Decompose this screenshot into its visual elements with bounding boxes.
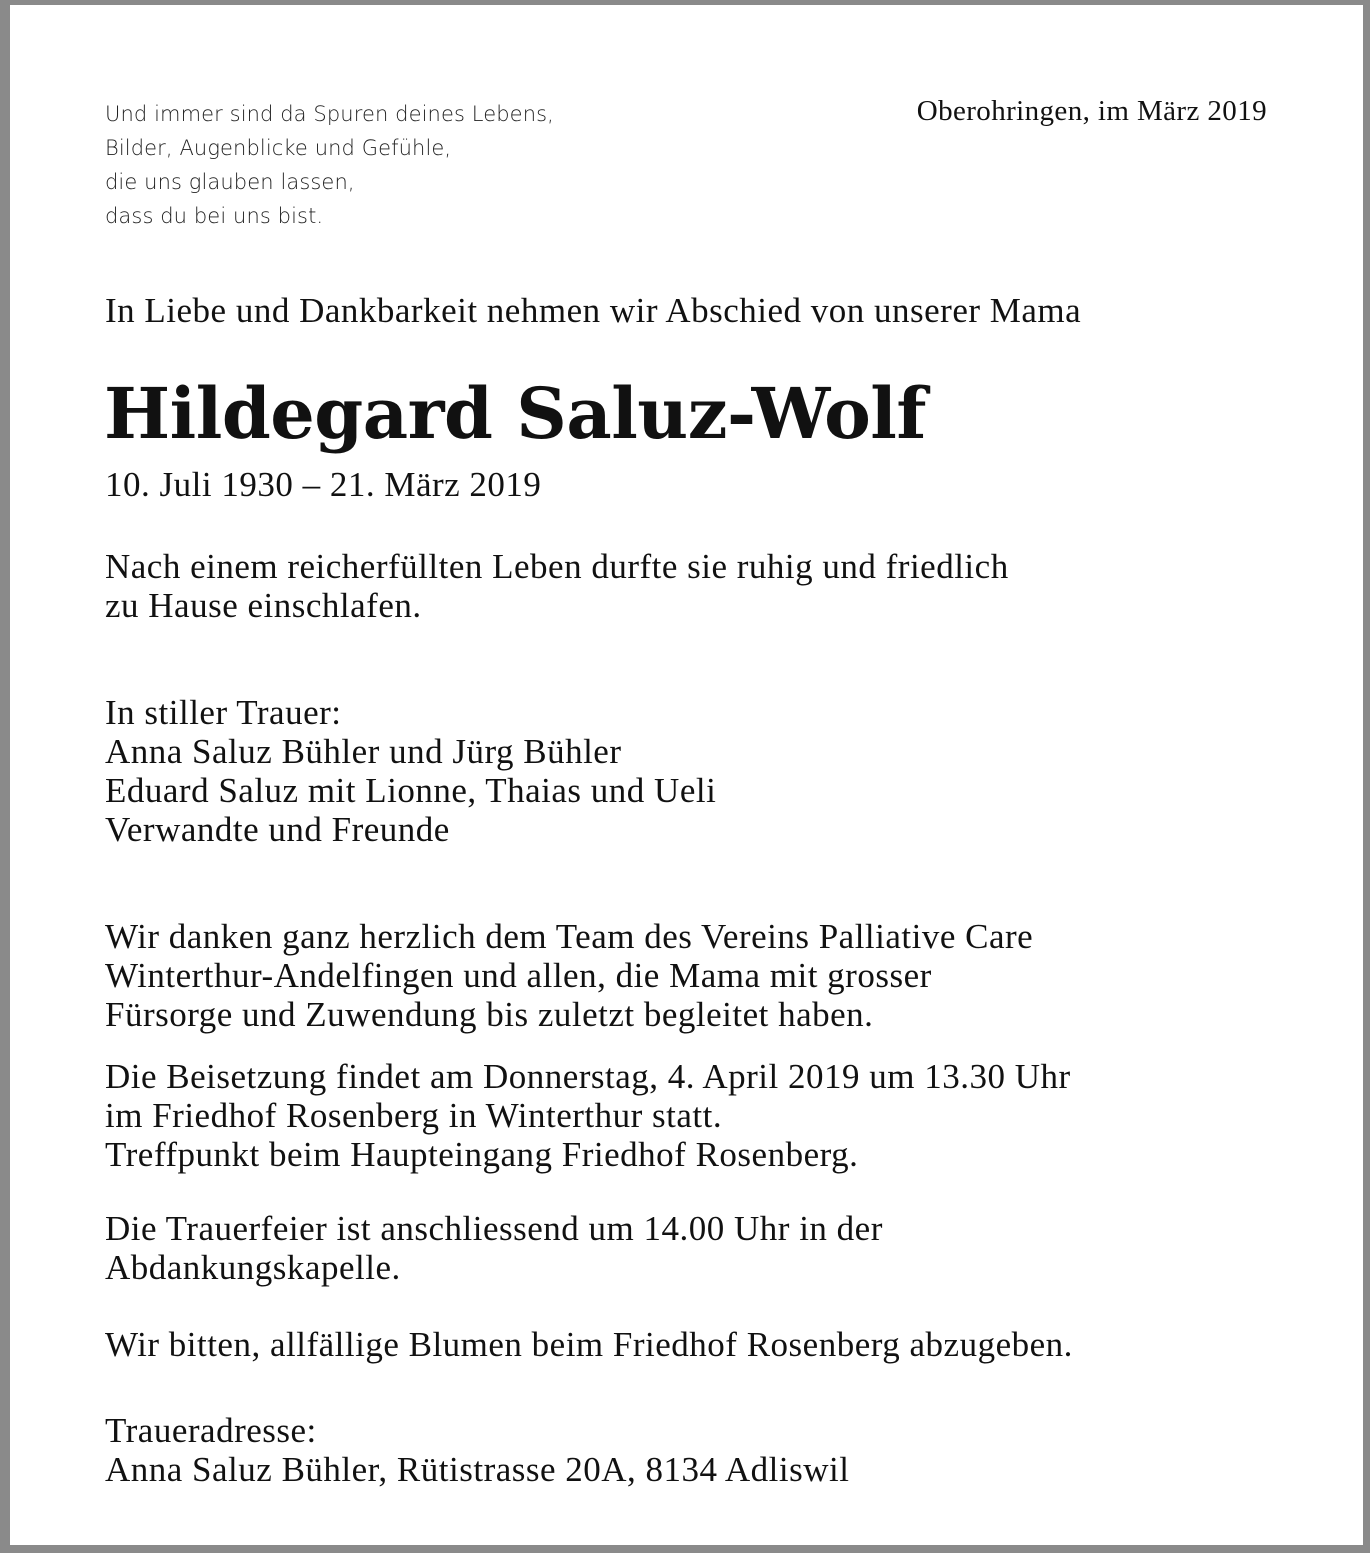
poem-line: die uns glauben lassen,: [105, 170, 355, 194]
mourners-heading: In stiller Trauer:: [105, 693, 342, 732]
address-heading: Traueradresse:: [105, 1411, 317, 1450]
place-date: Oberohringen, im März 2019: [916, 95, 1267, 127]
thanks-line: Wir danken ganz herzlich dem Team des Vereins Palliative Care: [105, 917, 1034, 956]
life-dates: 10. Juli 1930 – 21. März 2019: [105, 465, 542, 504]
life-text-line: Nach einem reicherfüllten Leben durfte sie ruhig und friedlich: [105, 547, 1009, 586]
mourners-list: [105, 693, 716, 849]
ceremony-paragraph: [105, 1209, 883, 1287]
intro-text: In Liebe und Dankbarkeit nehmen wir Abschied von unserer Mama: [105, 291, 1082, 330]
poem-line: dass du bei uns bist.: [105, 204, 324, 228]
poem-line: Bilder, Augenblicke und Gefühle,: [105, 136, 452, 160]
address-line: Anna Saluz Bühler, Rütistrasse 20A, 8134 Adliswil: [105, 1450, 850, 1489]
thanks-line: Winterthur-Andelfingen und allen, die Mama mit grosser: [105, 956, 932, 995]
mourner-line: Eduard Saluz mit Lionne, Thaias und Ueli: [105, 771, 717, 810]
life-text-line: zu Hause einschlafen.: [105, 586, 422, 625]
poem-line: Und immer sind da Spuren deines Lebens,: [105, 102, 554, 126]
flowers-note: Wir bitten, allfällige Blumen beim Friedhof Rosenberg abzugeben.: [105, 1325, 1073, 1364]
thanks-line: Fürsorge und Zuwendung bis zuletzt begleitet haben.: [105, 995, 874, 1034]
ceremony-line: Abdankungskapelle.: [105, 1248, 401, 1287]
mourner-line: Anna Saluz Bühler und Jürg Bühler: [105, 732, 622, 771]
life-text: [105, 547, 1009, 625]
deceased-name: Hildegard Saluz-Wolf: [104, 372, 926, 455]
mourning-address: [105, 1411, 849, 1489]
poem: [105, 97, 554, 233]
burial-line: Treffpunkt beim Haupteingang Friedhof Rosenberg.: [105, 1135, 859, 1174]
burial-line: Die Beisetzung findet am Donnerstag, 4. April 2019 um 13.30 Uhr: [105, 1057, 1071, 1096]
burial-paragraph: [105, 1057, 1071, 1174]
ceremony-line: Die Trauerfeier ist anschliessend um 14.00 Uhr in der: [105, 1209, 883, 1248]
thanks-paragraph: [105, 917, 1033, 1034]
mourner-line: Verwandte und Freunde: [105, 810, 450, 849]
burial-line: im Friedhof Rosenberg in Winterthur statt.: [105, 1096, 723, 1135]
